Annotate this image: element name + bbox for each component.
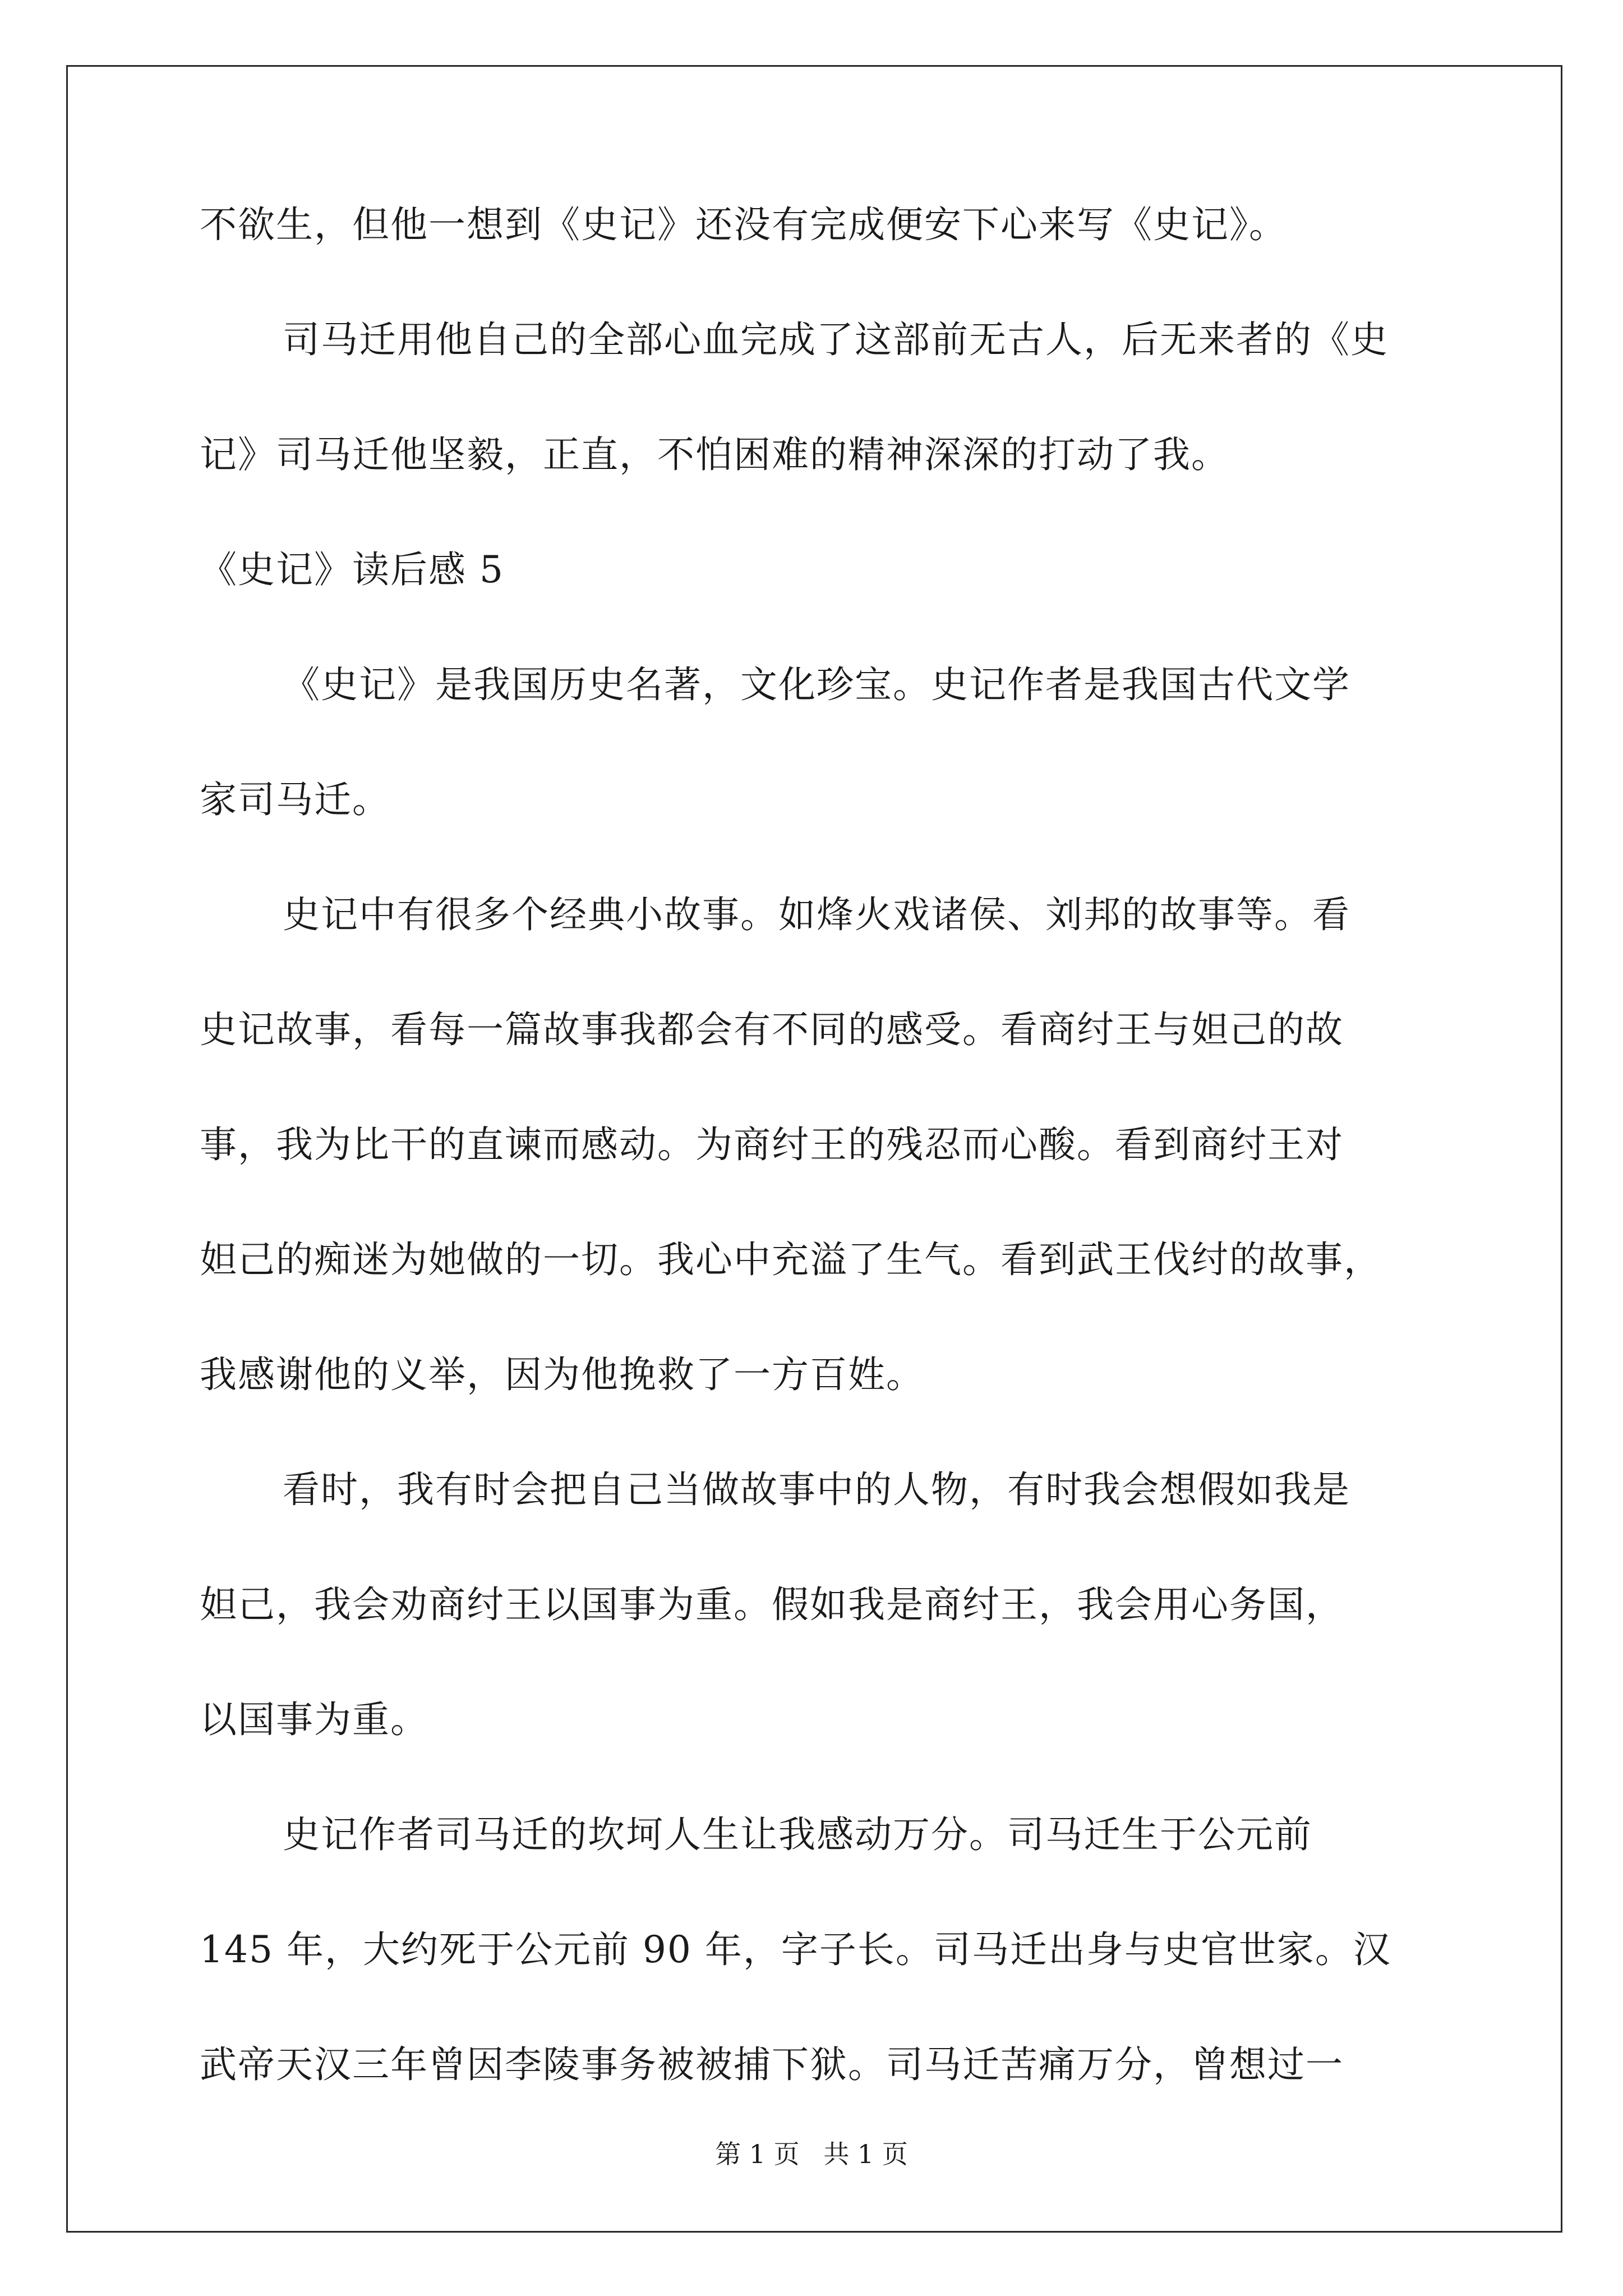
paragraph-line: 家司马迁。 — [200, 778, 390, 821]
paragraph-line: 武帝天汉三年曾因李陵事务被被捕下狱。司马迁苦痛万分，曾想过一 — [200, 2043, 1344, 2086]
paragraph-line: 史记中有很多个经典小故事。如烽火戏诸侯、刘邦的故事等。看 — [283, 893, 1350, 936]
paragraph-line: 145 年，大约死于公元前 90 年，字子长。司马迁出身与史官世家。汉 — [200, 1928, 1391, 1971]
paragraph-line: 史记故事，看每一篇故事我都会有不同的感受。看商纣王与妲己的故 — [200, 1008, 1344, 1051]
page-number-total: 共 1 页 — [823, 2139, 908, 2169]
paragraph-line: 以国事为重。 — [200, 1698, 428, 1741]
page-number-current: 第 1 页 — [715, 2139, 800, 2169]
paragraph-line: 事，我为比干的直谏而感动。为商纣王的残忍而心酸。看到商纣王对 — [200, 1123, 1344, 1166]
paragraph-line: 看时，我有时会把自己当做故事中的人物，有时我会想假如我是 — [283, 1468, 1350, 1511]
paragraph-line: 司马迁用他自己的全部心血完成了这部前无古人，后无来者的《史 — [283, 318, 1389, 361]
paragraph-line: 《史记》是我国历史名著，文化珍宝。史记作者是我国古代文学 — [283, 663, 1350, 706]
section-title: 《史记》读后感 5 — [200, 548, 504, 591]
document-body — [200, 195, 1484, 2150]
paragraph-line: 史记作者司马迁的坎坷人生让我感动万分。司马迁生于公元前 — [283, 1813, 1312, 1856]
paragraph-line: 我感谢他的义举，因为他挽救了一方百姓。 — [200, 1353, 924, 1396]
paragraph-line: 记》司马迁他坚毅，正直，不怕困难的精神深深的打动了我。 — [200, 433, 1229, 476]
paragraph-line: 妲己，我会劝商纣王以国事为重。假如我是商纣王，我会用心务国， — [200, 1583, 1344, 1626]
paragraph-line: 不欲生，但他一想到《史记》还没有完成便安下心来写《史记》。 — [200, 203, 1287, 246]
page-footer — [0, 2137, 1623, 2171]
paragraph-line: 妲己的痴迷为她做的一切。我心中充溢了生气。看到武王伐纣的故事， — [200, 1238, 1382, 1281]
